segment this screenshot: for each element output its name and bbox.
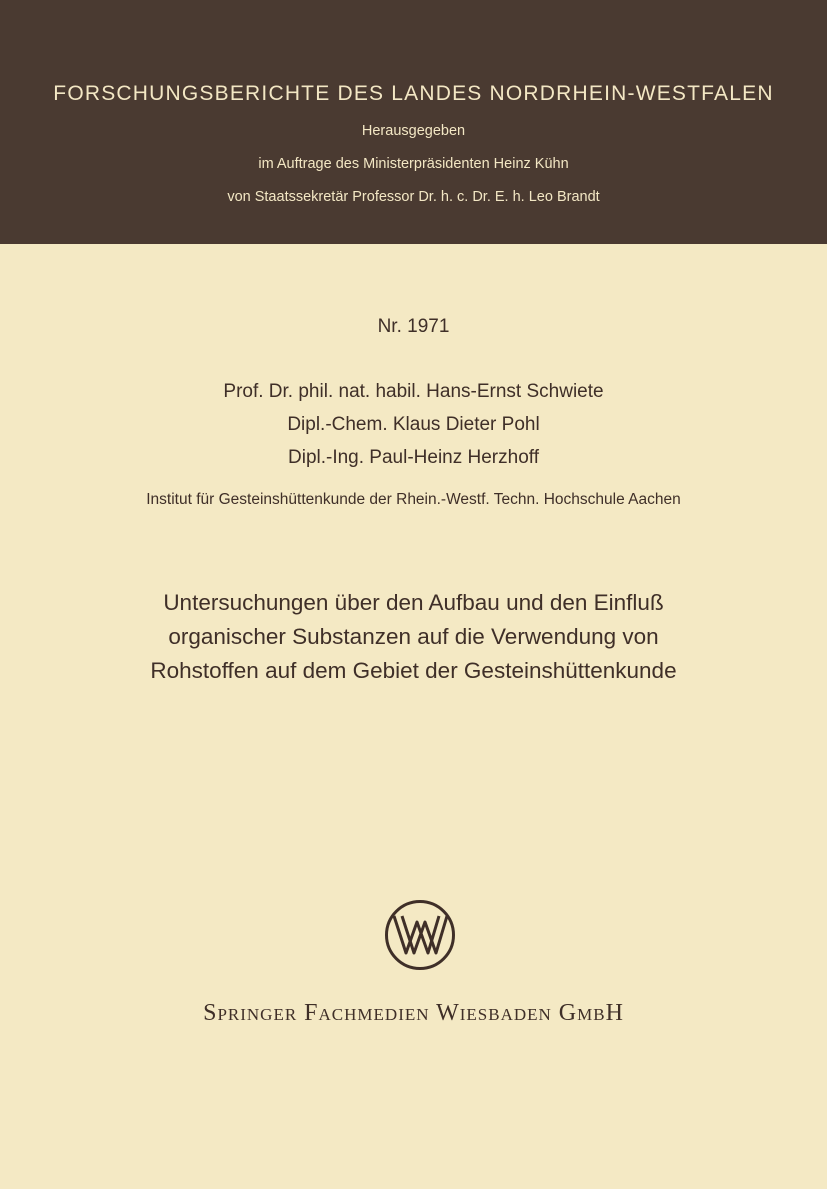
series-title: FORSCHUNGSBERICHTE DES LANDES NORDRHEIN-WESTFALEN	[53, 82, 774, 105]
author-2: Dipl.-Chem. Klaus Dieter Pohl	[287, 414, 540, 435]
springer-vw-logo-icon	[383, 898, 457, 972]
title-line-1: Untersuchungen über den Aufbau und den Einfluß	[163, 590, 664, 615]
author-3: Dipl.-Ing. Paul-Heinz Herzhoff	[288, 447, 539, 468]
header-band	[0, 0, 827, 244]
editor-line-staatssekretaer: von Staatssekretär Professor Dr. h. c. Dr. E. h. Leo Brandt	[227, 189, 600, 205]
author-1: Prof. Dr. phil. nat. habil. Hans-Ernst Schwiete	[223, 381, 604, 402]
institute: Institut für Gesteinshüttenkunde der Rhein.-Westf. Techn. Hochschule Aachen	[146, 491, 681, 508]
editor-line-herausgegeben: Herausgegeben	[361, 123, 466, 139]
title-line-2: organischer Substanzen auf die Verwendung von	[168, 624, 659, 649]
title-line-3: Rohstoffen auf dem Gebiet der Gesteinshüttenkunde	[150, 658, 677, 683]
editor-line-auftrag: im Auftrage des Ministerpräsidenten Heinz Kühn	[258, 156, 569, 172]
publisher: Springer Fachmedien Wiesbaden GmbH	[203, 1000, 624, 1026]
volume-number: Nr. 1971	[377, 316, 450, 337]
